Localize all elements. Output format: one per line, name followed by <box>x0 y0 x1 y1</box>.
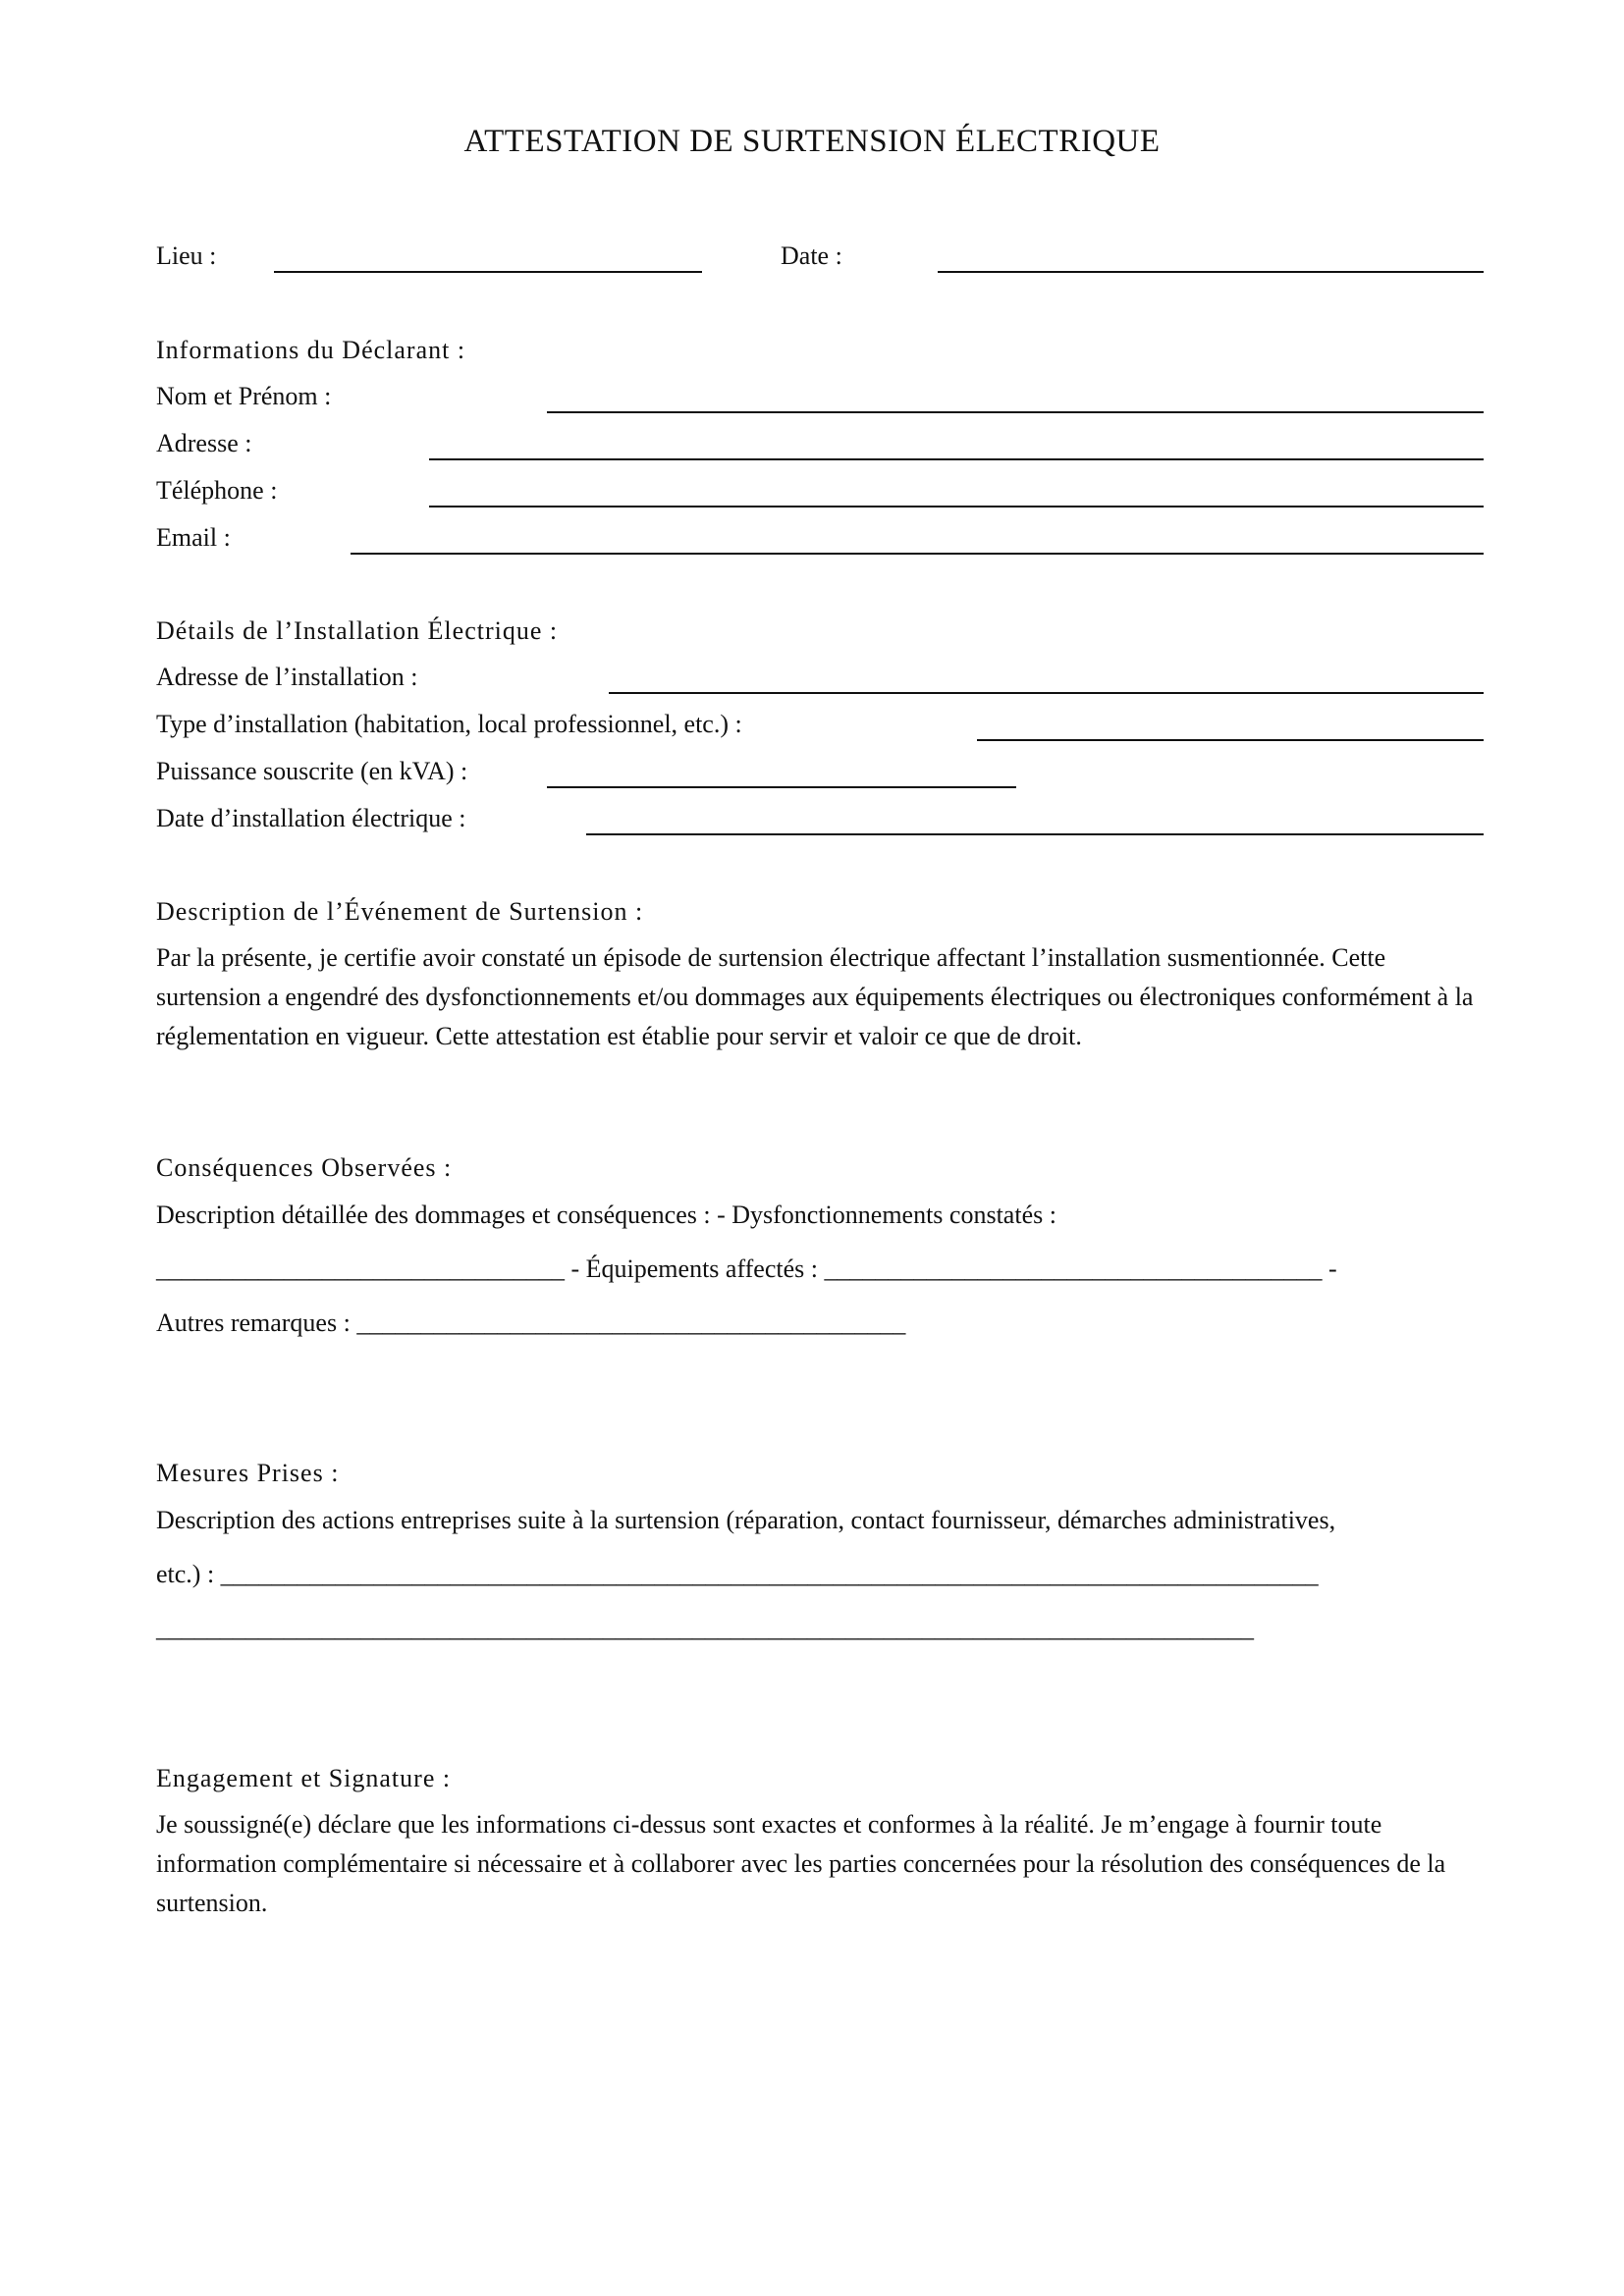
lieu-field[interactable] <box>274 271 702 273</box>
declarant-heading: Informations du Déclarant : <box>156 336 466 364</box>
nom-field[interactable] <box>547 411 1484 413</box>
installation-date-field[interactable] <box>586 833 1484 835</box>
adresse-label: Adresse : <box>156 429 252 457</box>
consequences-description: Description détaillée des dommages et conséquences : - Dysfonctionnements constatés : <box>156 1201 1056 1229</box>
puissance-field[interactable] <box>547 786 1016 788</box>
mesures-heading: Mesures Prises : <box>156 1459 340 1487</box>
telephone-field[interactable] <box>429 506 1484 507</box>
date-field[interactable] <box>938 271 1484 273</box>
evenement-text: Par la présente, je certifie avoir constaté un épisode de surtension électrique affectant l’installation susmentionnée. Cette surtension a engendré des dysfonctionnements et/ou dommages aux équipements électriques ou électroniques conformément à la réglementation en vigueur. Cette attestation est établie pour servir et valoir ce que de droit. <box>156 943 1474 1050</box>
engagement-text: Je soussigné(e) déclare que les informations ci-dessus sont exactes et conformes à la réalité. Je m’engage à fournir toute information complémentaire si nécessaire et à collaborer avec les parties concernées pour la résolution des conséquences de la surtension. <box>156 1810 1446 1917</box>
consequences-heading: Conséquences Observées : <box>156 1153 453 1182</box>
date-label: Date : <box>781 241 842 270</box>
evenement-heading: Description de l’Événement de Surtension : <box>156 897 644 926</box>
mesures-extra-field[interactable]: ______________________________________________________________________________________ <box>156 1614 1254 1642</box>
email-label: Email : <box>156 523 231 552</box>
mesures-description: Description des actions entreprises suite à la surtension (réparation, contact fournisseur, démarches administratives, <box>156 1506 1336 1534</box>
lieu-label: Lieu : <box>156 241 217 270</box>
consequences-equipements[interactable]: ________________________________ - Équipements affectés : _______________________________________ - <box>156 1255 1337 1283</box>
puissance-label: Puissance souscrite (en kVA) : <box>156 757 468 785</box>
installation-adresse-field[interactable] <box>609 692 1484 694</box>
installation-adresse-label: Adresse de l’installation : <box>156 663 418 691</box>
installation-type-label: Type d’installation (habitation, local professionnel, etc.) : <box>156 710 742 738</box>
document-title: ATTESTATION DE SURTENSION ÉLECTRIQUE <box>463 124 1161 159</box>
mesures-etc-field[interactable]: etc.) : ______________________________________________________________________________________ <box>156 1560 1319 1588</box>
adresse-field[interactable] <box>429 458 1484 460</box>
engagement-heading: Engagement et Signature : <box>156 1764 452 1792</box>
consequences-remarques[interactable]: Autres remarques : ___________________________________________ <box>156 1308 906 1337</box>
telephone-label: Téléphone : <box>156 476 278 505</box>
nom-label: Nom et Prénom : <box>156 382 332 410</box>
installation-heading: Détails de l’Installation Électrique : <box>156 616 559 645</box>
installation-type-field[interactable] <box>977 739 1484 741</box>
email-field[interactable] <box>351 553 1484 555</box>
installation-date-label: Date d’installation électrique : <box>156 804 466 832</box>
